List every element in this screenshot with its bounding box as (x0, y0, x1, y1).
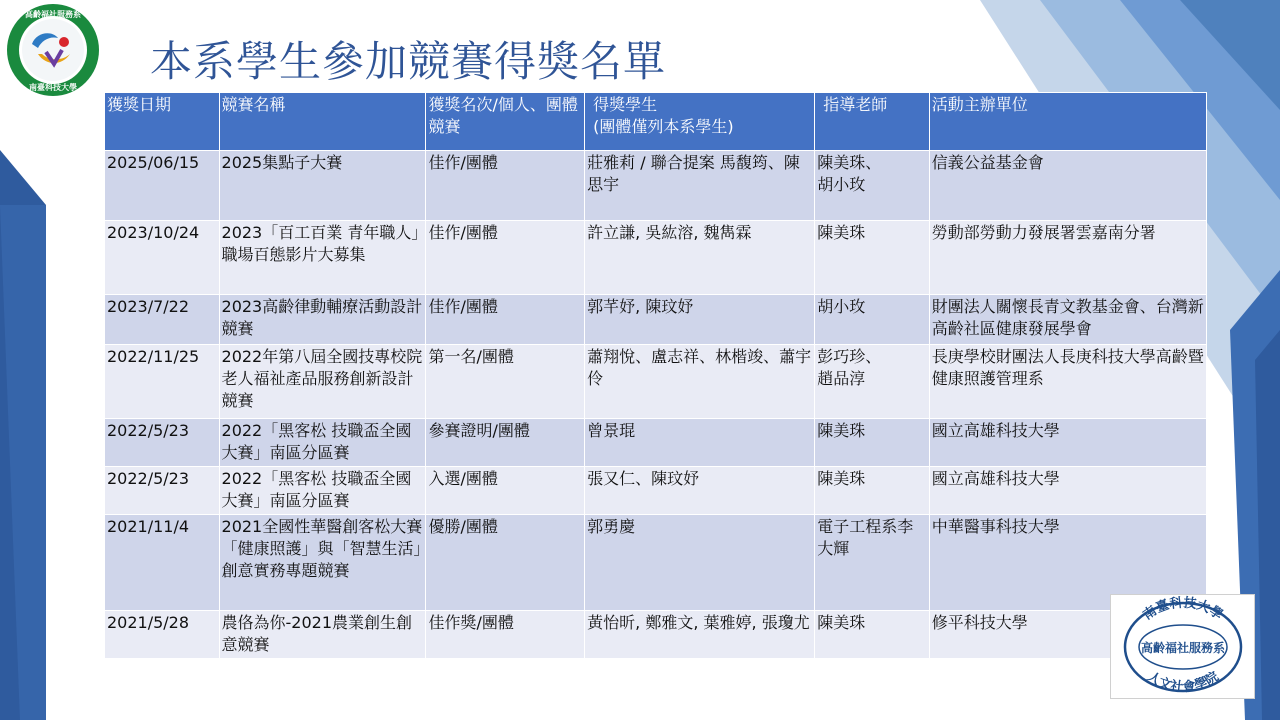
awards-table-container (104, 92, 1207, 659)
header-competition-name: 競賽名稱 (219, 93, 426, 151)
table-row (105, 467, 1207, 515)
cell-advisor: 胡小玫 (815, 295, 930, 345)
cell-advisor: 陳美珠 (815, 221, 930, 295)
logo-bottom-text: 南臺科技大學 (29, 83, 77, 92)
cell-award-date: 2022/5/23 (105, 467, 220, 515)
header-placement: 獲獎名次/個人、團體競賽 (426, 93, 585, 151)
logo-top-text: 高齡福社服務系 (25, 10, 81, 19)
cell-students: 張又仁、陳玟妤 (585, 467, 815, 515)
cell-award-date: 2023/7/22 (105, 295, 220, 345)
cell-advisor: 陳美珠 (815, 611, 930, 659)
cell-award-date: 2022/5/23 (105, 419, 220, 467)
cell-competition-name: 2022「黑客松 技職盃全國大賽」南區分區賽 (219, 467, 426, 515)
seal-center-text: 高齡福社服務系 (1140, 641, 1226, 655)
header-students-line1: 得獎學生 (團體僅列本系學生) (593, 95, 734, 136)
awards-table (104, 92, 1207, 659)
department-logo (2, 2, 104, 98)
cell-competition-name: 農佫為你-2021農業創生創意競賽 (219, 611, 426, 659)
cell-organizer: 財團法人關懷長青文教基金會、台灣新高齡社區健康發展學會 (929, 295, 1206, 345)
college-seal (1110, 594, 1255, 699)
cell-competition-name: 2025集點子大賽 (219, 151, 426, 221)
table-row (105, 295, 1207, 345)
cell-advisor: 電子工程系李大輝 (815, 515, 930, 611)
cell-placement: 佳作/團體 (426, 221, 585, 295)
seal-ring-text: 南臺科技大學 (1140, 595, 1226, 624)
cell-students: 蕭翔悅、盧志祥、林楷竣、蕭宇伶 (585, 345, 815, 419)
cell-students: 黃怡昕, 鄭雅文, 葉雅婷, 張瓊尤 (585, 611, 815, 659)
cell-advisor: 陳美珠 (815, 467, 930, 515)
cell-organizer: 國立高雄科技大學 (929, 467, 1206, 515)
cell-competition-name: 2023「百工百業 青年職人」職場百態影片大募集 (219, 221, 426, 295)
table-row (105, 419, 1207, 467)
cell-placement: 佳作獎/團體 (426, 611, 585, 659)
cell-students: 莊雅莉 / 聯合提案 馬馥筠、陳思宇 (585, 151, 815, 221)
cell-competition-name: 2022年第八屆全國技專校院老人福祉產品服務創新設計競賽 (219, 345, 426, 419)
cell-organizer: 長庚學校財團法人長庚科技大學高齡暨健康照護管理系 (929, 345, 1206, 419)
header-students (585, 93, 815, 151)
cell-students: 郭芊妤, 陳玟妤 (585, 295, 815, 345)
seal-ring-text-bottom: 人文社會學院 (1144, 669, 1222, 696)
cell-placement: 入選/團體 (426, 467, 585, 515)
cell-placement: 佳作/團體 (426, 295, 585, 345)
cell-placement: 佳作/團體 (426, 151, 585, 221)
cell-award-date: 2023/10/24 (105, 221, 220, 295)
table-body (105, 151, 1207, 659)
cell-competition-name: 2022「黑客松 技職盃全國大賽」南區分區賽 (219, 419, 426, 467)
header-advisor: 指導老師 (815, 93, 930, 151)
cell-advisor: 陳美珠 (815, 419, 930, 467)
cell-students: 許立謙, 吳紘溶, 魏雋霖 (585, 221, 815, 295)
cell-organizer: 中華醫事科技大學 (929, 515, 1206, 611)
cell-award-date: 2021/5/28 (105, 611, 220, 659)
cell-organizer: 國立高雄科技大學 (929, 419, 1206, 467)
cell-students: 曾景琨 (585, 419, 815, 467)
cell-advisor: 彭巧珍、 趙品淳 (815, 345, 930, 419)
table-row (105, 151, 1207, 221)
cell-advisor: 陳美珠、 胡小玫 (815, 151, 930, 221)
header-organizer: 活動主辦單位 (929, 93, 1206, 151)
table-row (105, 221, 1207, 295)
table-row (105, 611, 1207, 659)
header-award-date: 獲獎日期 (105, 93, 220, 151)
cell-competition-name: 2023高齡律動輔療活動設計競賽 (219, 295, 426, 345)
page-title: 本系學生參加競賽得獎名單 (150, 37, 667, 86)
table-row (105, 515, 1207, 611)
cell-students: 郭勇慶 (585, 515, 815, 611)
cell-award-date: 2025/06/15 (105, 151, 220, 221)
cell-organizer: 勞動部勞動力發展署雲嘉南分署 (929, 221, 1206, 295)
seal-graphic (1111, 595, 1254, 698)
cell-organizer: 修平科技大學 (929, 611, 1206, 659)
table-header-row (105, 93, 1207, 151)
cell-award-date: 2022/11/25 (105, 345, 220, 419)
table-row (105, 345, 1207, 419)
cell-placement: 參賽證明/團體 (426, 419, 585, 467)
cell-award-date: 2021/11/4 (105, 515, 220, 611)
cell-competition-name: 2021全國性華醫創客松大賽「健康照護」與「智慧生活」創意實務專題競賽 (219, 515, 426, 611)
cell-placement: 第一名/團體 (426, 345, 585, 419)
cell-placement: 優勝/團體 (426, 515, 585, 611)
cell-organizer: 信義公益基金會 (929, 151, 1206, 221)
